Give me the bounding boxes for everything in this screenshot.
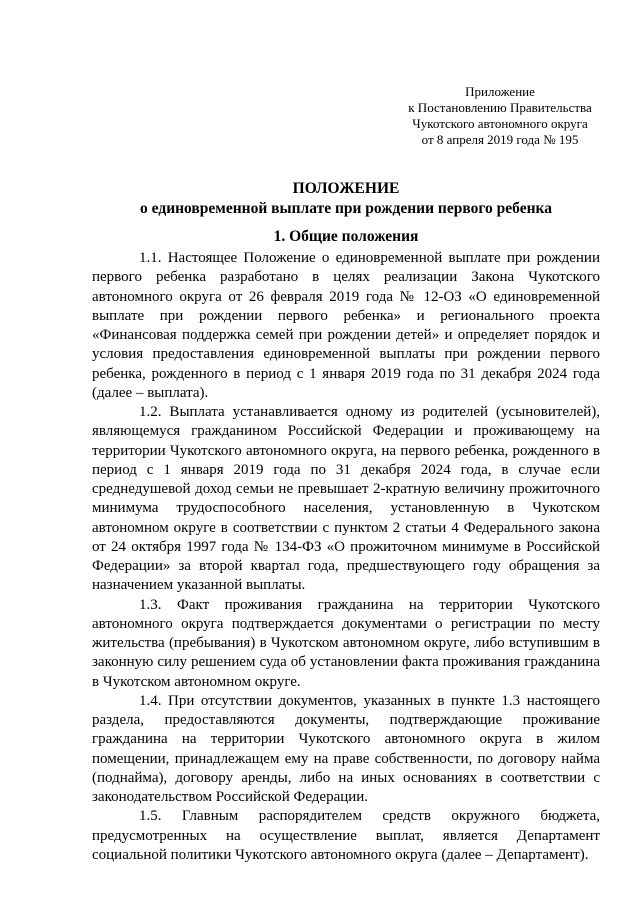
appendix-line: Приложение [465,84,535,99]
document-title [92,179,600,219]
title-subheading: о единовременной выплате при рождении первого ребенка [140,200,552,217]
document-body [92,249,600,865]
title-heading: ПОЛОЖЕНИЕ [292,180,400,197]
paragraph-1-1: 1.1. Настоящее Положение о единовременной выплате при рождении первого ребенка разработано в целях реализации Закона Чукотского автономного округа от 26 февраля 2019 года № 12-ОЗ «О единовременной выплате при рождении первого ребенка» и регионального проекта «Финансовая поддержка семей при рождении детей» и определяет порядок и условия предоставления единовременной выплаты при рождении первого ребенка, рожденного в период с 1 января 2019 года по 31 декабря 2024 года (далее – выплата). [92,250,600,401]
appendix-block [388,84,612,148]
section-title: 1. Общие положения [273,228,419,245]
paragraph-1-5: 1.5. Главным распорядителем средств окружного бюджета, предусмотренных на осуществление выплат, является Департамент социальной политики Чукотского автономного округа (далее – Департамент). [92,808,600,863]
appendix-line: от 8 апреля 2019 года № 195 [421,132,579,147]
paragraph-1-3: 1.3. Факт проживания гражданина на территории Чукотского автономного округа подтверждается документами о регистрации по месту жительства (пребывания) в Чукотском автономном округе, либо вступившим в законную силу решением суда об установлении факта проживания гражданина в Чукотском автономном округе. [92,596,600,690]
paragraph-1-4: 1.4. При отсутствии документов, указанных в пункте 1.3 настоящего раздела, предоставляются документы, подтверждающие проживание гражданина на территории Чукотского автономного округа в жилом помещении, принадлежащем ему на праве собственности, по договору найма (поднайма), договору аренды, либо на иных основаниях в соответствии с законодательством Российской Федерации. [92,692,600,805]
appendix-line: Чукотского автономного округа [412,116,588,131]
paragraph-1-2: 1.2. Выплата устанавливается одному из родителей (усыновителей), являющемуся гражданином Российской Федерации и проживающему на территории Чукотского автономного округа, на первого ребенка, рожденного в период с 1 января 2019 года по 31 декабря 2024 года, в случае если среднедушевой доход семьи не превышает 2-кратную величину прожиточного минимума трудоспособного населения, установленную в Чукотском автономном округе в соответствии с пунктом 2 статьи 4 Федерального закона от 24 октября 1997 года № 134-ФЗ «О прожиточном минимуме в Российской Федерации» за второй квартал года, предшествующего году обращения за назначением указанной выплаты. [92,404,600,594]
appendix-line: к Постановлению Правительства [408,100,592,115]
